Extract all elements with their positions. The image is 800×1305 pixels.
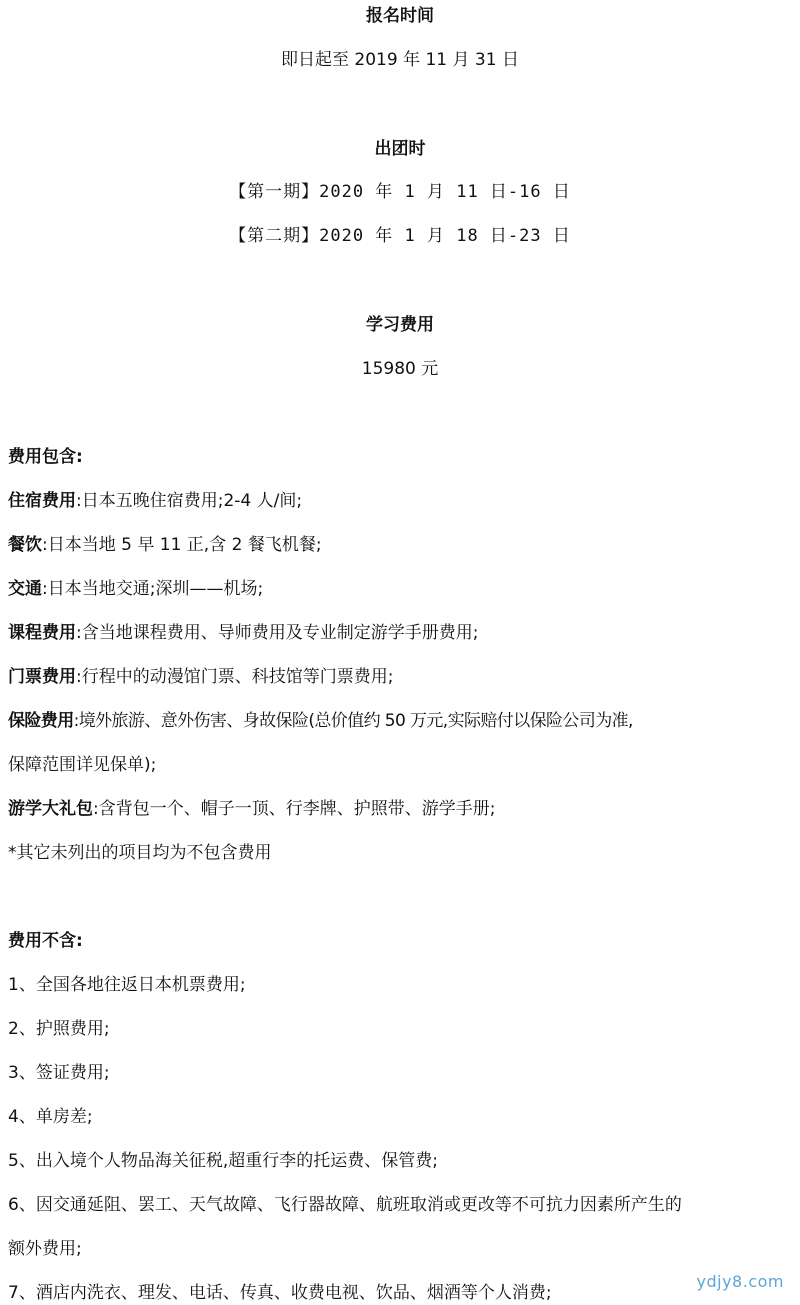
included-item-lodging: [8, 489, 302, 513]
departure-session-1: 【第一期】2020 年 1 月 11 日-16 日: [229, 182, 571, 202]
excluded-item: 3、签证费用;: [8, 1063, 110, 1083]
included-title: 费用包含:: [8, 447, 83, 467]
excluded-item: 2、护照费用;: [8, 1019, 110, 1039]
tuition-title: 学习费用: [366, 315, 434, 335]
included-item-text: :含当地课程费用、导师费用及专业制定游学手册费用;: [76, 623, 479, 643]
included-item-text: :含背包一个、帽子一顶、行李牌、护照带、游学手册;: [93, 799, 496, 819]
included-item-text: :日本五晚住宿费用;2-4 人/间;: [76, 491, 303, 511]
departure-session-2: 【第二期】2020 年 1 月 18 日-23 日: [229, 226, 571, 246]
excluded-item: 5、出入境个人物品海关征税,超重行李的托运费、保管费;: [8, 1151, 438, 1171]
included-note: *其它未列出的项目均为不包含费用: [8, 843, 272, 863]
included-item-label: 课程费用: [8, 623, 76, 643]
included-item-label: 住宿费用: [8, 491, 76, 511]
included-item-label: 门票费用: [8, 667, 76, 687]
registration-period: 即日起至 2019 年 11 月 31 日: [281, 50, 519, 70]
registration-title: 报名时间: [366, 6, 434, 26]
included-item-gift-pack: [8, 797, 495, 821]
included-item-text: :日本当地交通;深圳——机场;: [42, 579, 264, 599]
departure-title: 出团时: [374, 139, 426, 159]
included-item-course: [8, 621, 478, 645]
included-item-meals: [8, 533, 322, 557]
included-item-label: 交通: [8, 579, 42, 599]
excluded-item: 4、单房差;: [8, 1107, 93, 1127]
excluded-item: 1、全国各地往返日本机票费用;: [8, 975, 246, 995]
included-item-text: :行程中的动漫馆门票、科技馆等门票费用;: [76, 667, 394, 687]
excluded-item: 7、酒店内洗衣、理发、电话、传真、收费电视、饮品、烟酒等个人消费;: [8, 1283, 552, 1303]
excluded-item: 6、因交通延阻、罢工、天气故障、飞行器故障、航班取消或更改等不可抗力因素所产生的: [8, 1195, 682, 1215]
included-item-text: :日本当地 5 早 11 正,含 2 餐飞机餐;: [42, 535, 322, 555]
excluded-title: 费用不含:: [8, 931, 83, 951]
included-item-transport: [8, 577, 263, 601]
included-item-insurance-continuation: 保障范围详见保单);: [8, 755, 157, 775]
excluded-item: 额外费用;: [8, 1239, 82, 1259]
included-item-insurance: [8, 709, 633, 733]
tuition-price: 15980 元: [361, 359, 439, 379]
included-item-label: 餐饮: [8, 535, 42, 555]
included-item-label: 保险费用: [8, 711, 74, 731]
included-item-tickets: [8, 665, 393, 689]
included-item-label: 游学大礼包: [8, 799, 93, 819]
site-watermark: ydjy8.com: [696, 1272, 784, 1291]
included-item-text: :境外旅游、意外伤害、身故保险(总价值约 50 万元,实际赔付以保险公司为准,: [73, 711, 633, 731]
